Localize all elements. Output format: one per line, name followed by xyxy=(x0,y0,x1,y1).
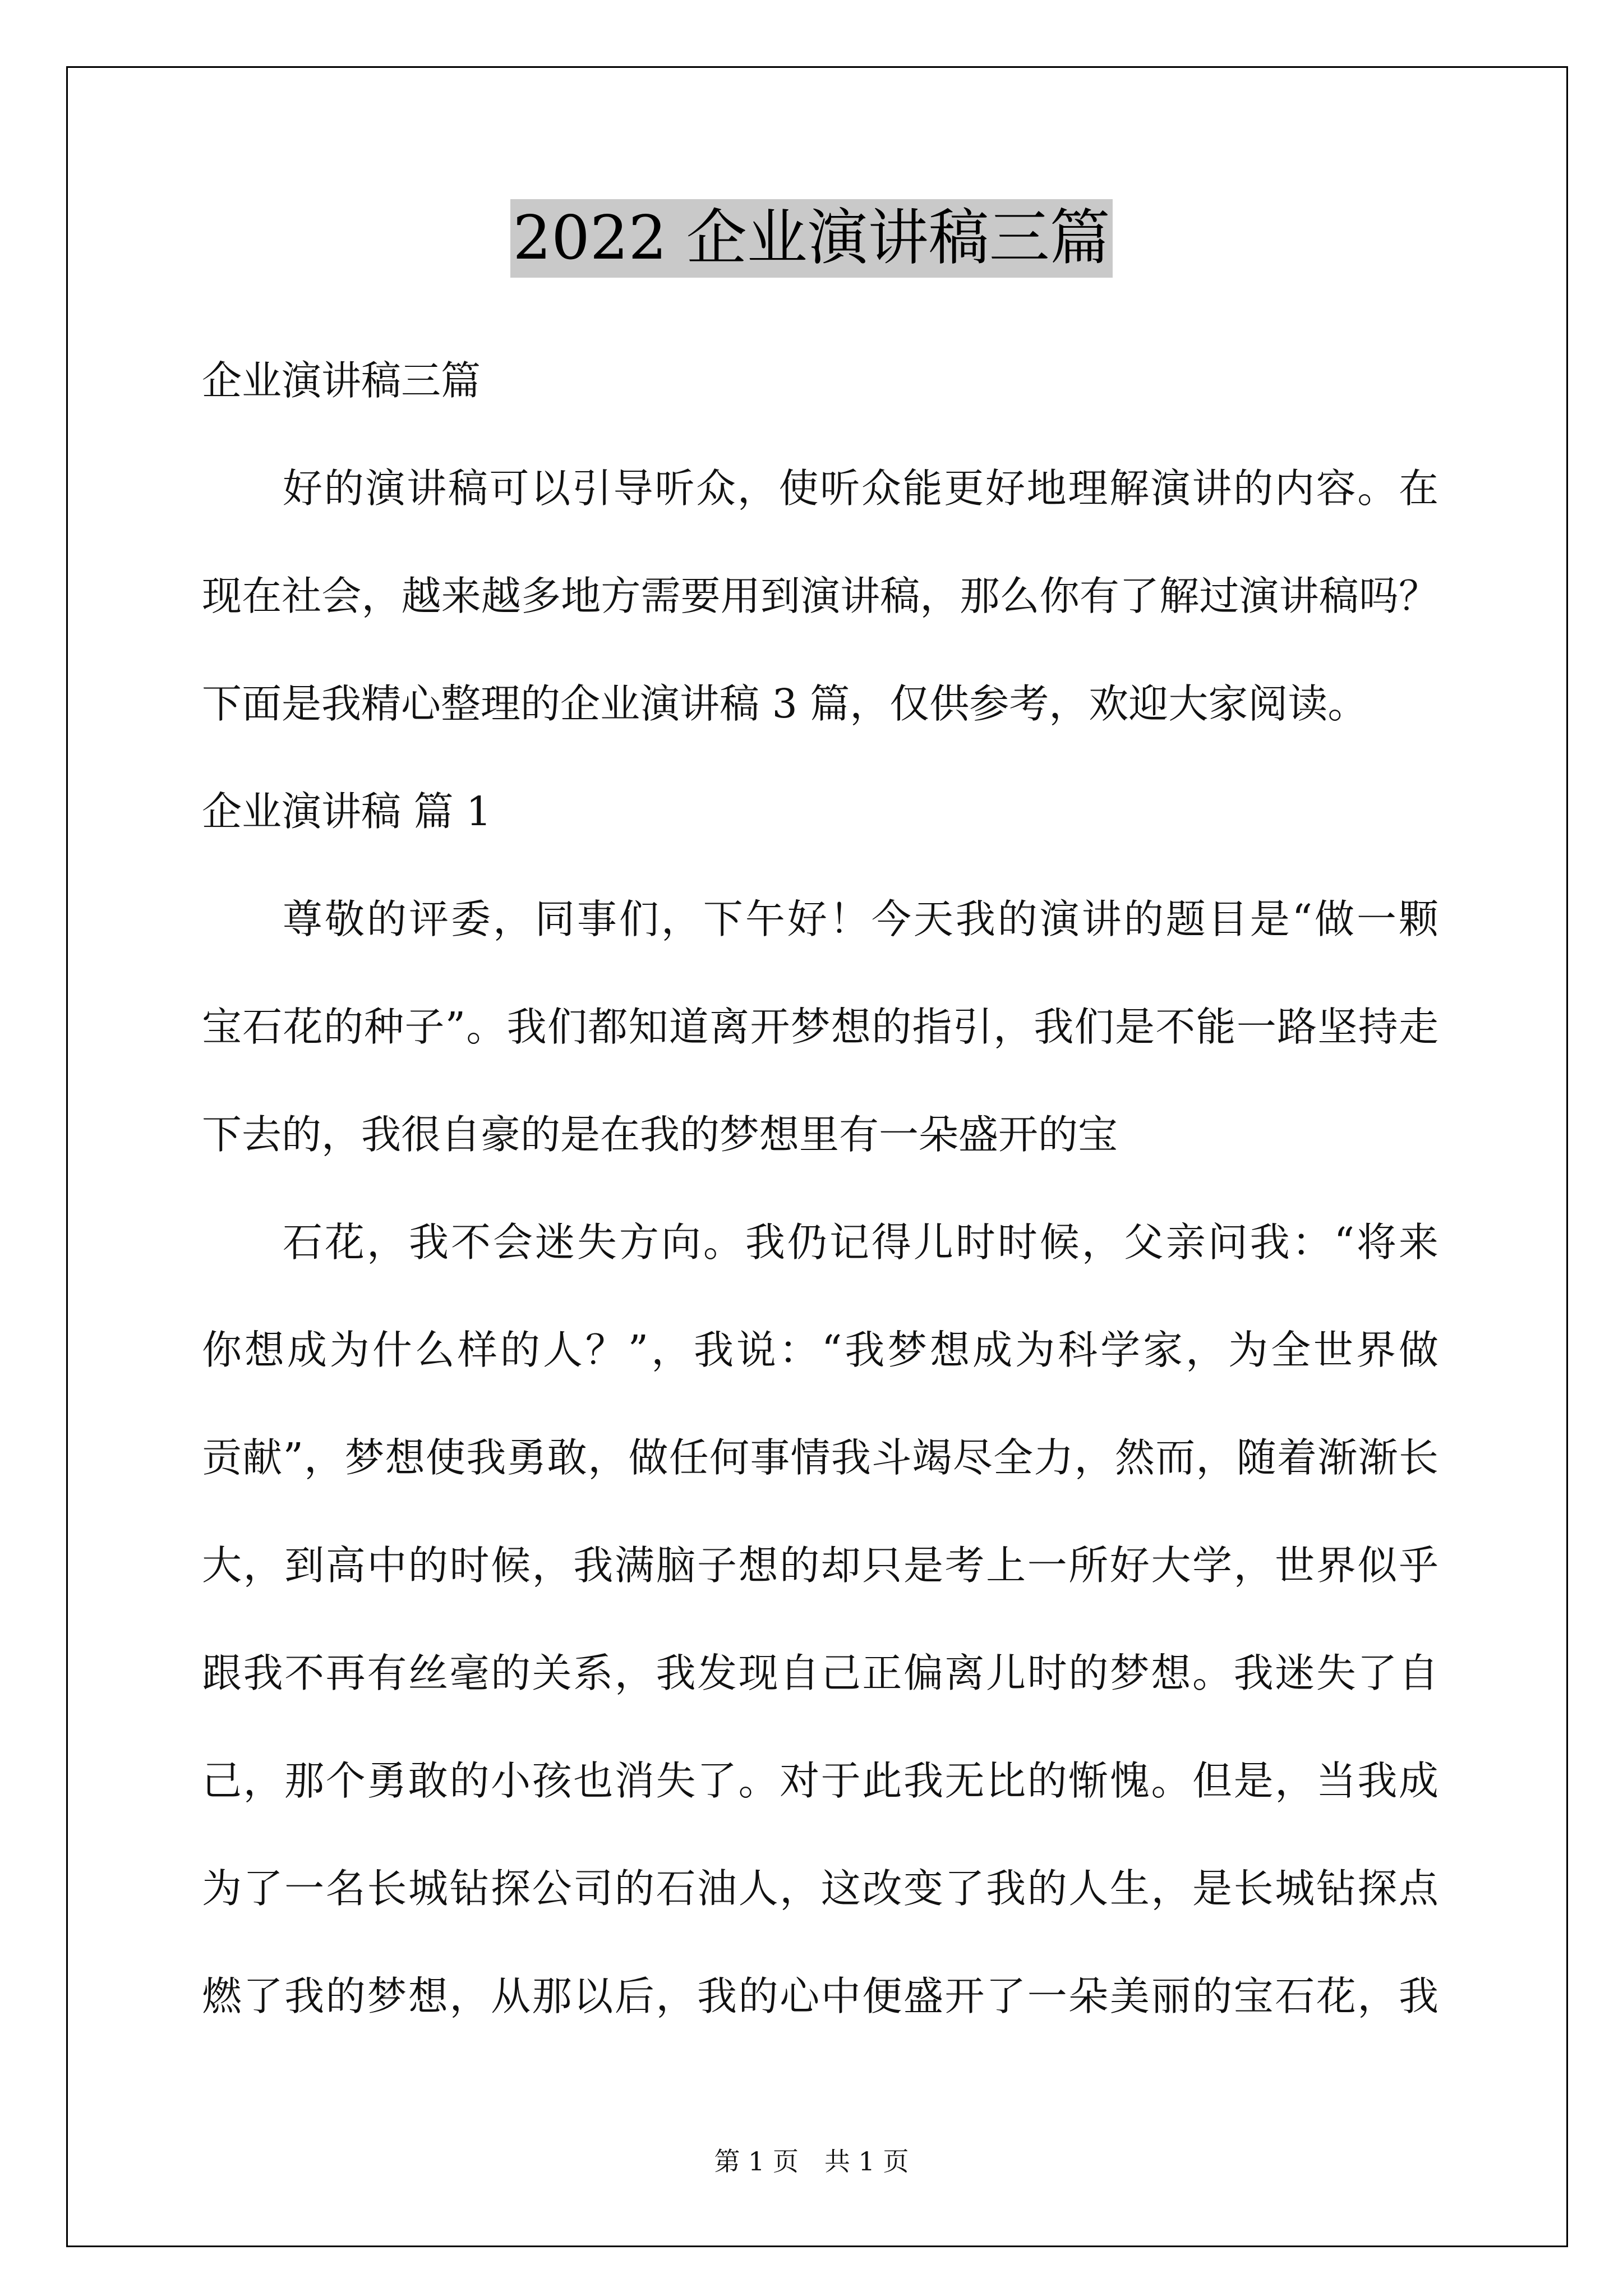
text-line: 尊敬的评委，同事们，下午好！今天我的演讲的题目是“做一颗 xyxy=(283,896,1438,942)
text-line: 跟我不再有丝毫的关系，我发现自己正偏离儿时的梦想。我迷失了自 xyxy=(202,1650,1438,1696)
text-line: 好的演讲稿可以引导听众，使听众能更好地理解演讲的内容。在 xyxy=(283,465,1438,512)
text-line: 大，到高中的时候，我满脑子想的却只是考上一所好大学，世界似乎 xyxy=(202,1542,1438,1589)
text-line: 己，那个勇敢的小孩也消失了。对于此我无比的惭愧。但是，当我成 xyxy=(202,1757,1438,1804)
text-line: 石花，我不会迷失方向。我仍记得儿时时候，父亲问我：“将来 xyxy=(283,1219,1438,1266)
text-line: 为了一名长城钻探公司的石油人，这改变了我的人生，是长城钻探点 xyxy=(202,1865,1438,1912)
text-line: 现在社会，越来越多地方需要用到演讲稿，那么你有了解过演讲稿吗？ xyxy=(202,573,1438,619)
text-line: 你想成为什么样的人？”，我说：“我梦想成为科学家，为全世界做 xyxy=(202,1327,1438,1373)
document-title: 2022 企业演讲稿三篇 xyxy=(510,199,1112,278)
text-line: 下面是我精心整理的企业演讲稿 3 篇，仅供参考，欢迎大家阅读。 xyxy=(202,680,1368,727)
section-heading: 企业演讲稿 篇 1 xyxy=(202,788,492,835)
text-line: 宝石花的种子”。我们都知道离开梦想的指引，我们是不能一路坚持走 xyxy=(202,1004,1438,1050)
text-line: 燃了我的梦想，从那以后，我的心中便盛开了一朵美丽的宝石花，我 xyxy=(202,1973,1438,2019)
title-container xyxy=(0,199,1623,278)
page-footer: 第 1 页 共 1 页 xyxy=(714,2146,909,2177)
section-heading: 企业演讲稿三篇 xyxy=(202,357,481,404)
text-line: 贡献”，梦想使我勇敢，做任何事情我斗竭尽全力，然而，随着渐渐长 xyxy=(202,1434,1438,1481)
document-body xyxy=(202,327,1438,2050)
text-line: 下去的，我很自豪的是在我的梦想里有一朵盛开的宝 xyxy=(202,1111,1118,1158)
